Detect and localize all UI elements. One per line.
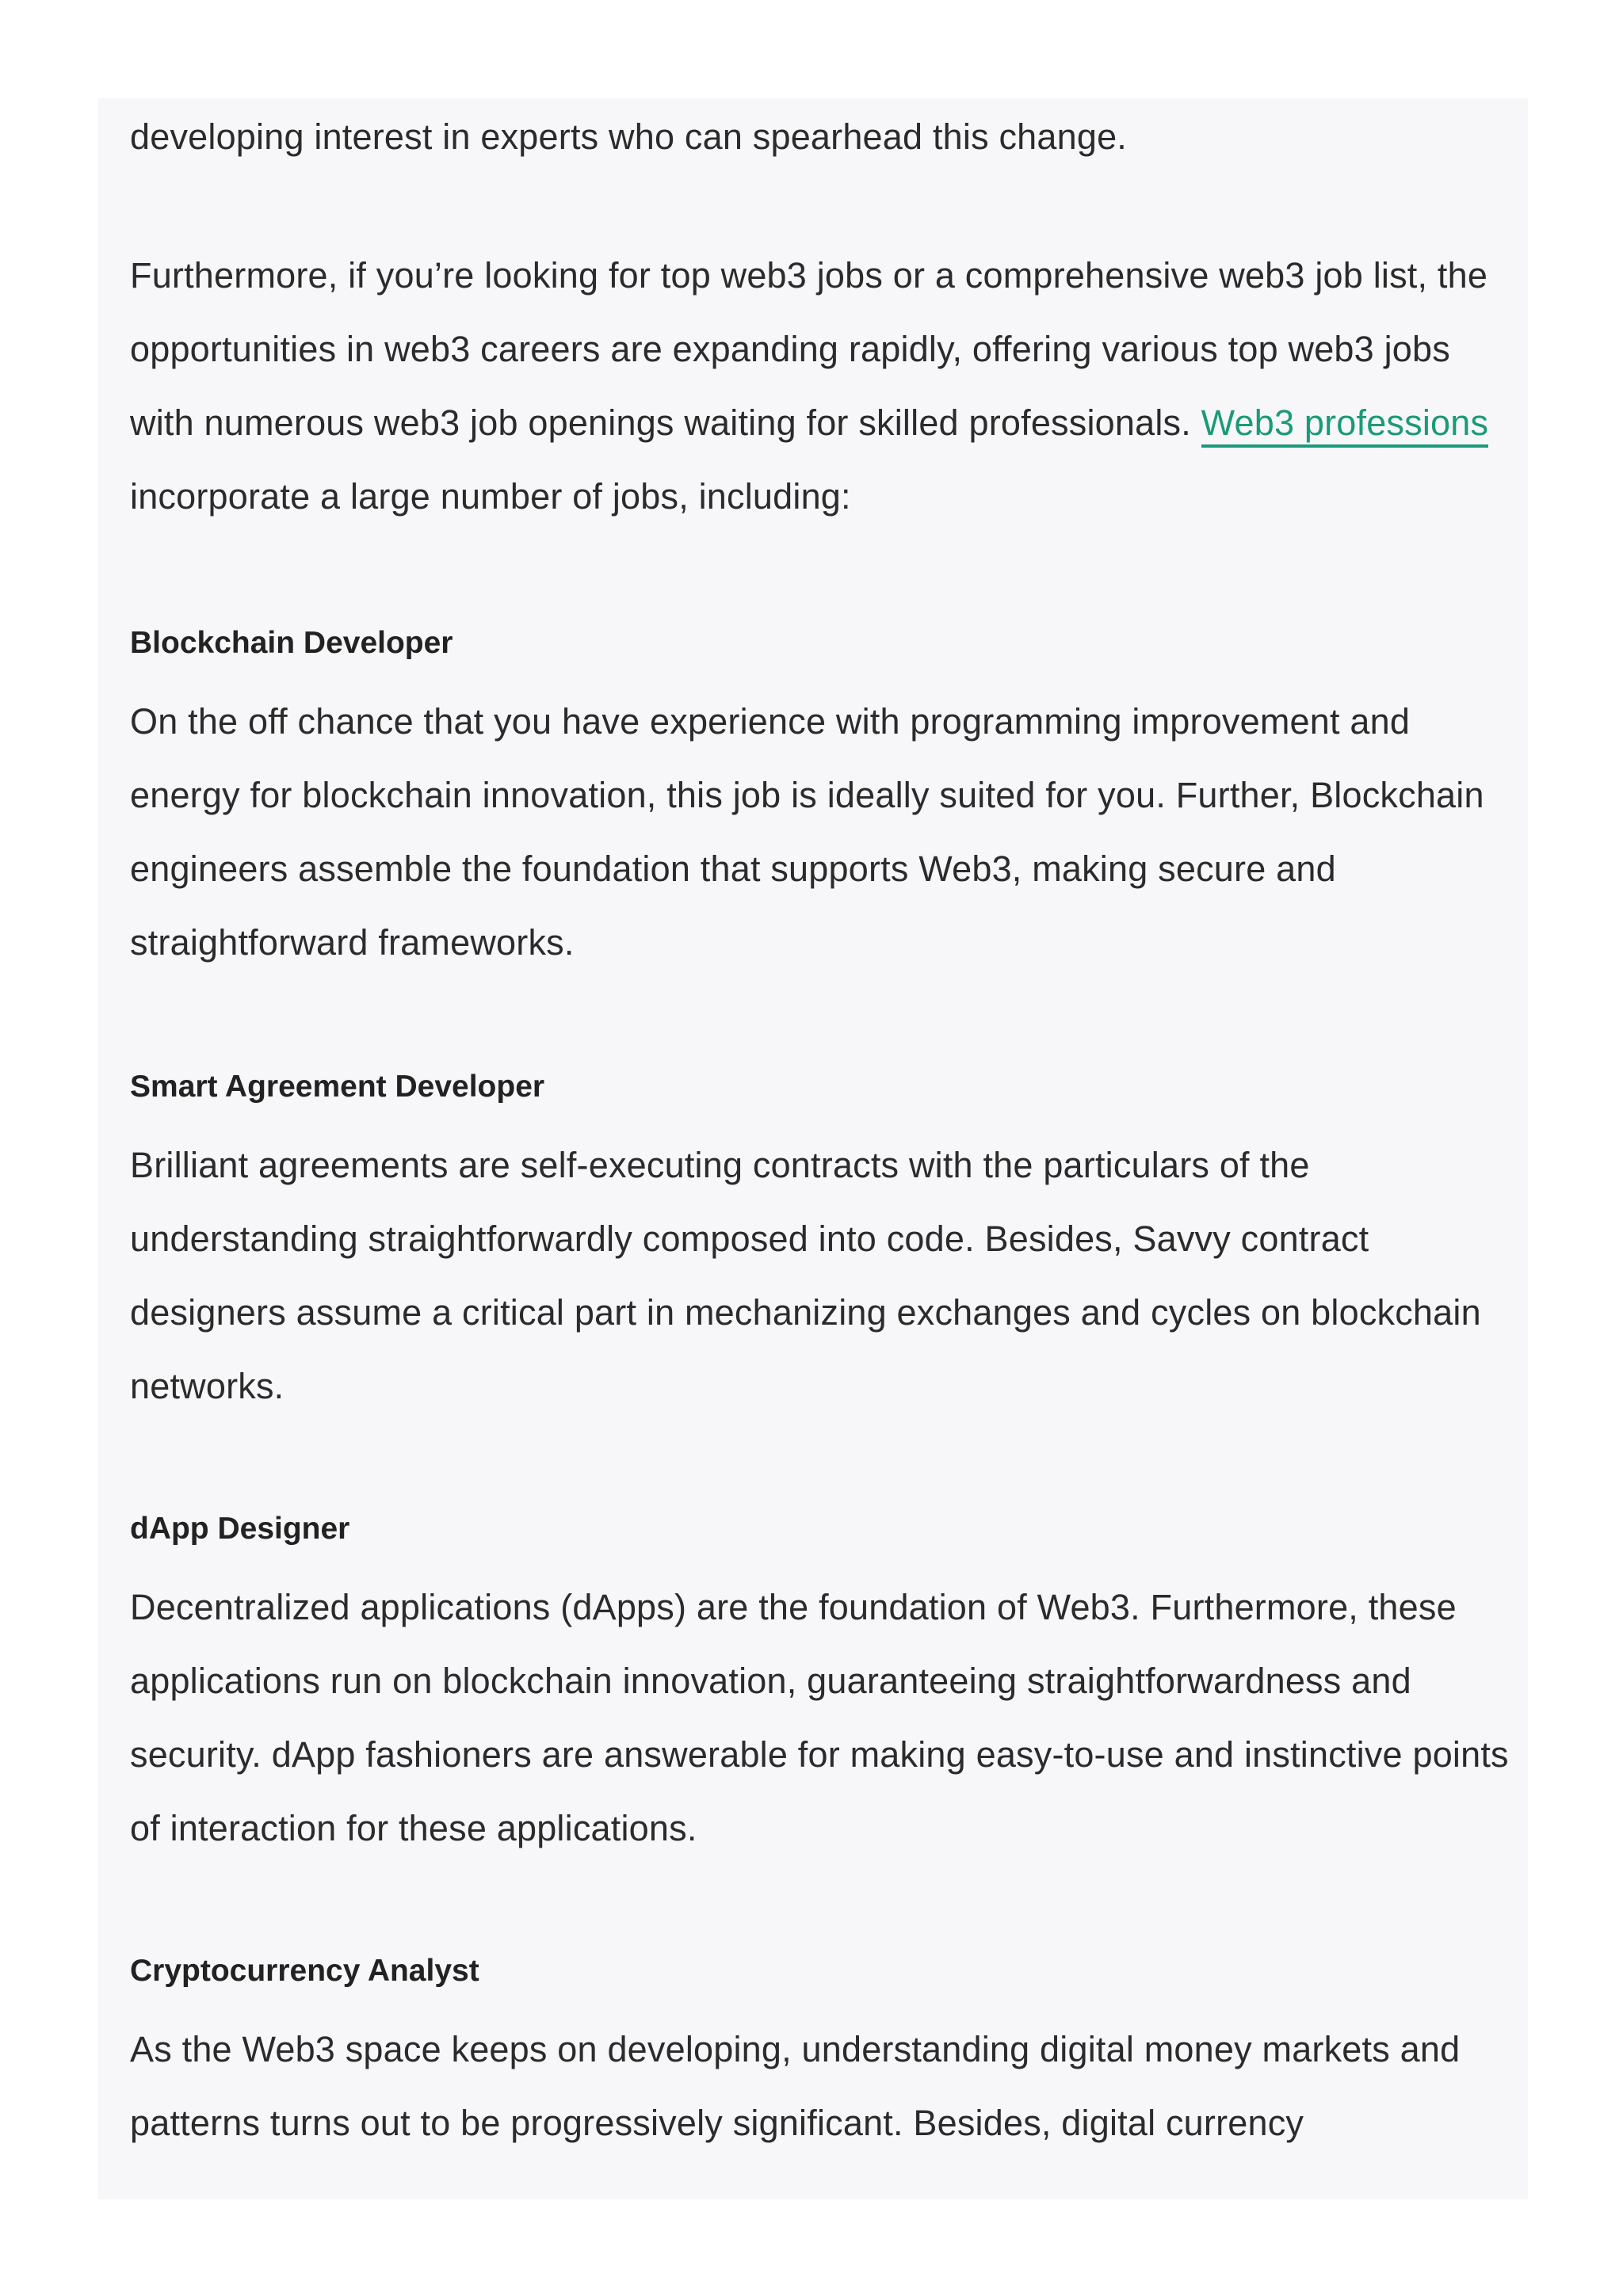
section-body: On the off chance that you have experience with programming improvement and energy for blockchain innovation, this job is ideally suited for you. Further, Blockchain engineers assemble the foundation that supports Web3, making secure and straightforward frameworks. [130, 701, 1484, 963]
section-dapp-designer [130, 1507, 1509, 1865]
article-content [130, 98, 1509, 2143]
section-cryptocurrency-analyst [130, 1949, 1509, 2160]
section-title: dApp Designer [130, 1512, 350, 1546]
section-blockchain-developer [130, 621, 1509, 979]
section-title: Smart Agreement Developer [130, 1070, 545, 1104]
section-body: Decentralized applications (dApps) are the foundation of Web3. Furthermore, these applications run on blockchain innovation, guaranteeing straightforwardness and security. dApp fashioners are answerable for making easy-to-use and instinctive points of interaction for these applications. [130, 1587, 1509, 1848]
intro-paragraph-text: Furthermore, if you’re looking for top web3 jobs or a comprehensive web3 job list, the opportunities in web3 careers are expanding rapidly, offering various top web3 jobs with numerous web3 job openings waiting for skilled professionals. [130, 255, 1488, 443]
section-title: Blockchain Developer [130, 626, 453, 660]
intro-line: developing interest in experts who can spearhead this change. [130, 116, 1128, 157]
section-smart-agreement-developer [130, 1065, 1509, 1423]
article-panel [98, 98, 1528, 2199]
section-body: As the Web3 space keeps on developing, understanding digital money markets and patterns turns out to be progressively significant. Besides, digital currency [130, 2029, 1461, 2143]
intro-paragraph-tail: incorporate a large number of jobs, including: [130, 476, 851, 517]
section-title: Cryptocurrency Analyst [130, 1954, 479, 1988]
web3-professions-link[interactable]: Web3 professions [1201, 402, 1489, 448]
intro-paragraph [130, 238, 1509, 533]
section-body: Brilliant agreements are self-executing contracts with the particulars of the understanding straightforwardly composed into code. Besides, Savvy contract designers assume a critical part in mechanizing exchanges and cycles on blockchain networks. [130, 1145, 1481, 1406]
